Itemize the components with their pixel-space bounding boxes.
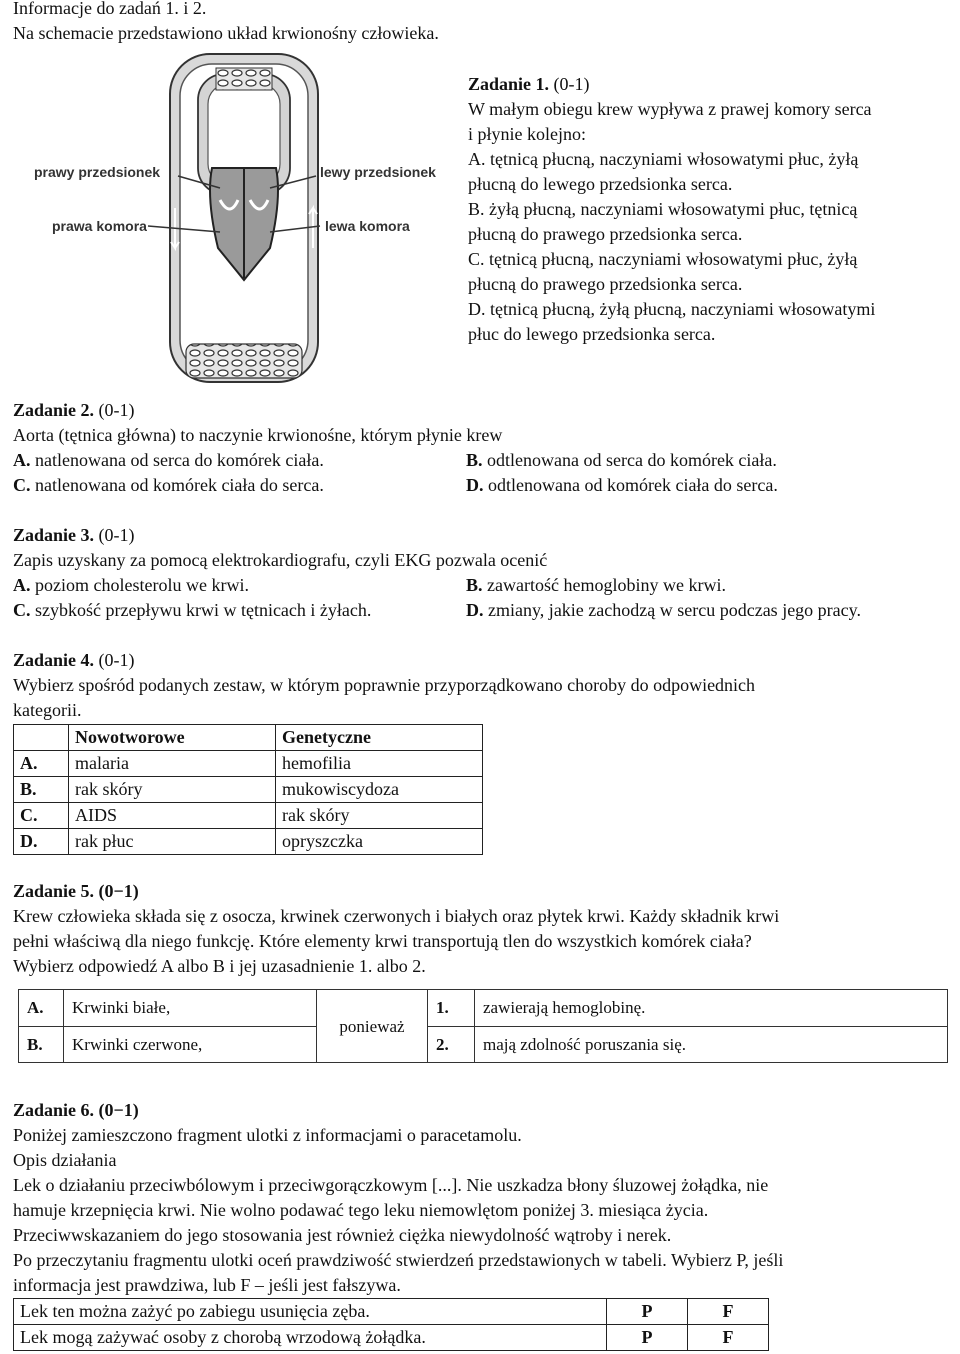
table-row[interactable] [14, 777, 483, 803]
row-letter: A. [14, 751, 69, 777]
task-6-points: (0−1) [98, 1100, 139, 1120]
false-option[interactable]: F [688, 1299, 769, 1325]
option-text: tętnicą płucną, naczyniami włosowatymi płuc, żyłą [490, 149, 859, 169]
task-5-points: (0−1) [98, 881, 139, 901]
label-left-atrium: lewy przedsionek [320, 164, 436, 180]
info-heading: Informacje do zadań 1. i 2. [13, 0, 207, 18]
option-letter: D. [468, 299, 486, 319]
connector-cell: ponieważ [317, 990, 428, 1063]
task-3-points: (0-1) [98, 525, 135, 545]
task-1-title: Zadanie 1. [468, 74, 550, 94]
task-1-points: (0-1) [553, 74, 590, 94]
true-option[interactable]: P [607, 1325, 688, 1351]
row-letter: B. [19, 1026, 64, 1063]
false-option[interactable]: F [688, 1325, 769, 1351]
row-letter: C. [14, 803, 69, 829]
task-4 [13, 648, 953, 723]
statement-cell: Lek mogą zażywać osoby z chorobą wrzodową żołądka. [14, 1325, 607, 1351]
task-2-question: Aorta (tętnica główna) to naczynie krwionośne, którym płynie krew [13, 425, 503, 445]
task-3-question: Zapis uzyskany za pomocą elektrokardiografu, czyli EKG pozwala ocenić [13, 550, 548, 570]
circulatory-system-diagram [20, 48, 450, 388]
option-text: płuc do lewego przedsionka serca. [468, 324, 716, 344]
option-text: tętnicą płucną, żyłą płucną, naczyniami włosowatymi [490, 299, 876, 319]
table-cell: mukowiscydoza [276, 777, 483, 803]
task-5-stem-line: Wybierz odpowiedź A albo B i jej uzasadnienie 1. albo 2. [13, 956, 426, 976]
row-number: 2. [428, 1026, 475, 1063]
task-6-stem-line: informacja jest prawdziwa, lub F – jeśli jest fałszywa. [13, 1275, 401, 1295]
task-2-option-c[interactable]: C. natlenowana od komórek ciała do serca. [13, 475, 324, 495]
table-header-row [14, 725, 483, 751]
task-5-stem-line: pełni właściwą dla niego funkcję. Które elementy krwi transportują tlen do wszystkich komórek ciała? [13, 931, 752, 951]
option-letter: C. [468, 249, 485, 269]
task-3-option-d[interactable]: D. zmiany, jakie zachodzą w sercu podczas jego pracy. [466, 600, 861, 620]
task-6-stem-line: Lek o działaniu przeciwbólowym i przeciwgorączkowym [...]. Nie uszkadza błony śluzowej żołądka, nie [13, 1175, 769, 1195]
table-row [14, 1299, 769, 1325]
task-6-stem-line: Przeciwwskazaniem do jego stosowania jest również ciężka niewydolność wątroby i nerek. [13, 1225, 672, 1245]
info-description: Na schemacie przedstawiono układ krwionośny człowieka. [13, 23, 439, 43]
table-row[interactable] [19, 990, 948, 1027]
table-cell: hemofilia [276, 751, 483, 777]
task-1-option-b[interactable] [468, 197, 958, 247]
table-cell: opryszczka [276, 829, 483, 855]
label-right-ventricle: prawa komora [52, 218, 147, 234]
task-4-table [13, 724, 483, 855]
table-cell: malaria [69, 751, 276, 777]
table-cell: AIDS [69, 803, 276, 829]
task-5-table [18, 989, 948, 1063]
table-cell: rak skóry [276, 803, 483, 829]
option-letter: B. [468, 199, 485, 219]
task-3-option-a[interactable]: A. poziom cholesterolu we krwi. [13, 575, 249, 595]
task-4-stem-line: Wybierz spośród podanych zestaw, w którym poprawnie przyporządkowano choroby do odpowiednich [13, 675, 756, 695]
table-row [14, 1325, 769, 1351]
task-6-stem-line: hamuje krzepnięcia krwi. Nie wolno podawać tego leku niemowlętom poniżej 3. miesiąca życia. [13, 1200, 709, 1220]
task-3-option-b[interactable]: B. zawartość hemoglobiny we krwi. [466, 575, 726, 595]
table-header-cell: Genetyczne [276, 725, 483, 751]
task-5-title: Zadanie 5. [13, 881, 95, 901]
table-cell: zawierają hemoglobinę. [475, 990, 948, 1027]
option-letter: A. [468, 149, 486, 169]
task-5 [13, 879, 953, 979]
task-1-option-c[interactable] [468, 247, 958, 297]
option-text: żyłą płucną, naczyniami włosowatymi płuc, tętnicą [489, 199, 858, 219]
table-header-cell: Nowotworowe [69, 725, 276, 751]
task-3-title: Zadanie 3. [13, 525, 95, 545]
option-text: tętnicą płucną, naczyniami włosowatymi płuc, żyłą [489, 249, 858, 269]
task-2-option-d[interactable]: D. odtlenowana od komórek ciała do serca. [466, 475, 778, 495]
table-cell: Krwinki czerwone, [64, 1026, 317, 1063]
task-6-table [13, 1298, 769, 1351]
task-1-stem-line: i płynie kolejno: [468, 124, 586, 144]
table-cell: rak płuc [69, 829, 276, 855]
true-option[interactable]: P [607, 1299, 688, 1325]
row-letter: B. [14, 777, 69, 803]
task-1-option-a[interactable] [468, 147, 958, 197]
task-1-stem-line: W małym obiegu krew wypływa z prawej komory serca [468, 99, 872, 119]
row-letter: D. [14, 829, 69, 855]
task-2-option-b[interactable]: B. odtlenowana od serca do komórek ciała. [466, 450, 777, 470]
task-2-title: Zadanie 2. [13, 400, 95, 420]
task-2-option-a[interactable]: A. natlenowana od serca do komórek ciała. [13, 450, 324, 470]
task-3 [13, 523, 953, 623]
task-1-option-d[interactable] [468, 297, 958, 347]
task-6-title: Zadanie 6. [13, 1100, 95, 1120]
table-row[interactable] [14, 803, 483, 829]
task-2 [13, 398, 953, 498]
option-text: płucną do prawego przedsionka serca. [468, 274, 743, 294]
option-text: płucną do lewego przedsionka serca. [468, 174, 733, 194]
task-1 [468, 72, 958, 347]
label-left-ventricle: lewa komora [325, 218, 410, 234]
table-row[interactable] [19, 1026, 948, 1063]
task-6-stem-line: Po przeczytaniu fragmentu ulotki oceń prawdziwość stwierdzeń przedstawionych w tabeli. Wybierz P, jeśli [13, 1250, 784, 1270]
table-cell: Krwinki białe, [64, 990, 317, 1027]
task-4-points: (0-1) [98, 650, 135, 670]
task-2-points: (0-1) [98, 400, 135, 420]
table-row[interactable] [14, 751, 483, 777]
table-header-cell [14, 725, 69, 751]
task-6 [13, 1098, 953, 1298]
label-right-atrium: prawy przedsionek [34, 164, 161, 180]
task-6-stem-line: Poniżej zamieszczono fragment ulotki z informacjami o paracetamolu. [13, 1125, 522, 1145]
row-letter: A. [19, 990, 64, 1027]
statement-cell: Lek ten można zażyć po zabiegu usunięcia zęba. [14, 1299, 607, 1325]
task-4-stem-line: kategorii. [13, 700, 82, 720]
table-cell: mają zdolność poruszania się. [475, 1026, 948, 1063]
row-number: 1. [428, 990, 475, 1027]
option-text: płucną do prawego przedsionka serca. [468, 224, 743, 244]
table-cell: rak skóry [69, 777, 276, 803]
task-3-option-c[interactable]: C. szybkość przepływu krwi w tętnicach i żyłach. [13, 600, 372, 620]
task-5-stem-line: Krew człowieka składa się z osocza, krwinek czerwonych i białych oraz płytek krwi. Każdy składnik krwi [13, 906, 780, 926]
task-6-stem-line: Opis działania [13, 1150, 117, 1170]
table-row[interactable] [14, 829, 483, 855]
task-4-title: Zadanie 4. [13, 650, 95, 670]
